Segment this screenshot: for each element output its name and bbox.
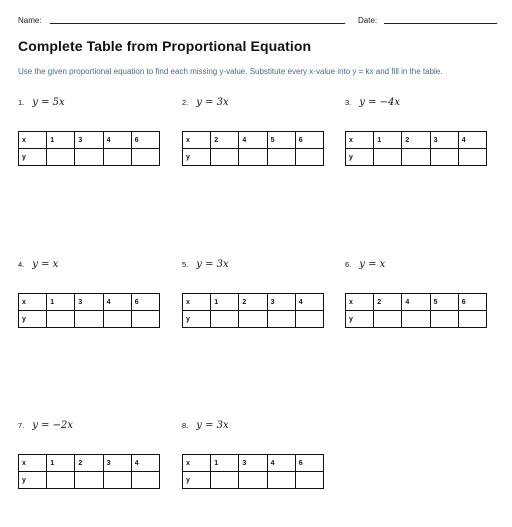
y-answer-cell[interactable] — [103, 472, 131, 489]
equation: y = 5x — [32, 97, 65, 108]
y-label-cell: y — [19, 149, 47, 166]
y-answer-cell[interactable] — [239, 311, 267, 328]
date-label: Date: — [358, 16, 378, 25]
x-value-cell: 5 — [430, 294, 458, 311]
x-value-cell: 6 — [131, 294, 159, 311]
value-table — [18, 293, 160, 328]
y-answer-cell[interactable] — [47, 311, 75, 328]
x-value-cell: 1 — [211, 294, 239, 311]
x-value-cell: 3 — [430, 132, 458, 149]
x-row — [19, 455, 160, 472]
y-answer-cell[interactable] — [103, 149, 131, 166]
worksheet-title: Complete Table from Proportional Equation — [18, 38, 312, 54]
problem-heading — [182, 97, 324, 111]
problem-number: 4. — [18, 260, 25, 269]
x-row — [19, 132, 160, 149]
y-answer-cell[interactable] — [211, 472, 239, 489]
x-row — [183, 455, 324, 472]
y-answer-cell[interactable] — [267, 149, 295, 166]
y-answer-cell[interactable] — [295, 311, 323, 328]
x-value-cell: 2 — [211, 132, 239, 149]
x-value-cell: 4 — [103, 132, 131, 149]
problem-1 — [18, 97, 160, 161]
value-table — [345, 293, 487, 328]
y-answer-cell[interactable] — [131, 472, 159, 489]
x-value-cell: 2 — [239, 294, 267, 311]
x-label-cell: x — [183, 455, 211, 472]
problem-number: 1. — [18, 98, 25, 107]
value-table — [182, 454, 324, 489]
problem-number: 6. — [345, 260, 352, 269]
problem-number: 7. — [18, 421, 25, 430]
date-field-line[interactable] — [384, 23, 497, 24]
problem-5 — [182, 259, 324, 323]
instructions: Use the given proportional equation to find each missing y-value. Substitute every x-value into y = kx and fill in the table. — [18, 67, 443, 76]
equation: y = 3x — [196, 97, 229, 108]
y-row — [19, 149, 160, 166]
problem-6 — [345, 259, 487, 323]
y-answer-cell[interactable] — [211, 149, 239, 166]
y-label-cell: y — [183, 149, 211, 166]
y-label-cell: y — [346, 149, 374, 166]
x-value-cell: 6 — [458, 294, 486, 311]
x-label-cell: x — [19, 294, 47, 311]
x-row — [346, 294, 487, 311]
problem-8 — [182, 420, 324, 484]
x-value-cell: 3 — [75, 294, 103, 311]
value-table — [18, 131, 160, 166]
x-value-cell: 1 — [47, 132, 75, 149]
y-row — [19, 472, 160, 489]
y-answer-cell[interactable] — [131, 311, 159, 328]
x-label-cell: x — [183, 294, 211, 311]
equation: y = x — [359, 259, 386, 270]
y-answer-cell[interactable] — [374, 149, 402, 166]
x-value-cell: 4 — [458, 132, 486, 149]
value-table — [18, 454, 160, 489]
x-value-cell: 4 — [295, 294, 323, 311]
x-label-cell: x — [19, 455, 47, 472]
y-answer-cell[interactable] — [402, 311, 430, 328]
problem-number: 5. — [182, 260, 189, 269]
equation: y = −4x — [359, 97, 401, 108]
y-answer-cell[interactable] — [430, 311, 458, 328]
y-row — [183, 472, 324, 489]
problem-2 — [182, 97, 324, 161]
y-label-cell: y — [19, 472, 47, 489]
problem-heading — [18, 259, 160, 273]
worksheet-header — [18, 14, 498, 28]
y-answer-cell[interactable] — [295, 149, 323, 166]
x-value-cell: 4 — [131, 455, 159, 472]
y-answer-cell[interactable] — [211, 311, 239, 328]
name-field-line[interactable] — [50, 23, 345, 24]
problem-heading — [182, 259, 324, 273]
y-answer-cell[interactable] — [75, 472, 103, 489]
y-answer-cell[interactable] — [103, 311, 131, 328]
value-table — [345, 131, 487, 166]
problem-heading — [182, 420, 324, 434]
equation: y = x — [32, 259, 59, 270]
y-answer-cell[interactable] — [458, 149, 486, 166]
y-answer-cell[interactable] — [239, 472, 267, 489]
y-answer-cell[interactable] — [47, 472, 75, 489]
y-answer-cell[interactable] — [267, 311, 295, 328]
x-value-cell: 4 — [267, 455, 295, 472]
y-label-cell: y — [183, 311, 211, 328]
x-row — [183, 294, 324, 311]
problem-heading — [18, 420, 160, 434]
x-value-cell: 1 — [47, 294, 75, 311]
y-row — [346, 149, 487, 166]
y-row — [19, 311, 160, 328]
y-row — [183, 149, 324, 166]
name-label: Name: — [18, 16, 42, 25]
x-value-cell: 1 — [374, 132, 402, 149]
x-value-cell: 1 — [47, 455, 75, 472]
problem-heading — [18, 97, 160, 111]
y-answer-cell[interactable] — [267, 472, 295, 489]
y-answer-cell[interactable] — [430, 149, 458, 166]
y-label-cell: y — [346, 311, 374, 328]
x-row — [183, 132, 324, 149]
y-answer-cell[interactable] — [47, 149, 75, 166]
x-value-cell: 1 — [211, 455, 239, 472]
y-answer-cell[interactable] — [402, 149, 430, 166]
x-value-cell: 2 — [374, 294, 402, 311]
equation: y = −2x — [32, 420, 74, 431]
x-value-cell: 4 — [103, 294, 131, 311]
y-row — [346, 311, 487, 328]
y-answer-cell[interactable] — [75, 149, 103, 166]
problem-heading — [345, 97, 487, 111]
y-answer-cell[interactable] — [295, 472, 323, 489]
y-label-cell: y — [183, 472, 211, 489]
x-value-cell: 3 — [75, 132, 103, 149]
y-answer-cell[interactable] — [239, 149, 267, 166]
x-value-cell: 2 — [402, 132, 430, 149]
x-row — [19, 294, 160, 311]
x-value-cell: 3 — [239, 455, 267, 472]
x-value-cell: 2 — [75, 455, 103, 472]
x-label-cell: x — [346, 294, 374, 311]
x-value-cell: 4 — [402, 294, 430, 311]
problem-heading — [345, 259, 487, 273]
value-table — [182, 293, 324, 328]
problem-number: 3. — [345, 98, 352, 107]
y-answer-cell[interactable] — [131, 149, 159, 166]
equation: y = 3x — [196, 420, 229, 431]
x-value-cell: 6 — [295, 132, 323, 149]
x-label-cell: x — [346, 132, 374, 149]
problem-number: 8. — [182, 421, 189, 430]
x-label-cell: x — [183, 132, 211, 149]
x-value-cell: 6 — [295, 455, 323, 472]
problem-4 — [18, 259, 160, 323]
y-label-cell: y — [19, 311, 47, 328]
x-value-cell: 4 — [239, 132, 267, 149]
problem-3 — [345, 97, 487, 161]
x-row — [346, 132, 487, 149]
x-value-cell: 3 — [267, 294, 295, 311]
value-table — [182, 131, 324, 166]
y-answer-cell[interactable] — [75, 311, 103, 328]
y-answer-cell[interactable] — [374, 311, 402, 328]
x-value-cell: 3 — [103, 455, 131, 472]
y-row — [183, 311, 324, 328]
equation: y = 3x — [196, 259, 229, 270]
x-value-cell: 5 — [267, 132, 295, 149]
x-value-cell: 6 — [131, 132, 159, 149]
y-answer-cell[interactable] — [458, 311, 486, 328]
x-label-cell: x — [19, 132, 47, 149]
problem-number: 2. — [182, 98, 189, 107]
problem-7 — [18, 420, 160, 484]
